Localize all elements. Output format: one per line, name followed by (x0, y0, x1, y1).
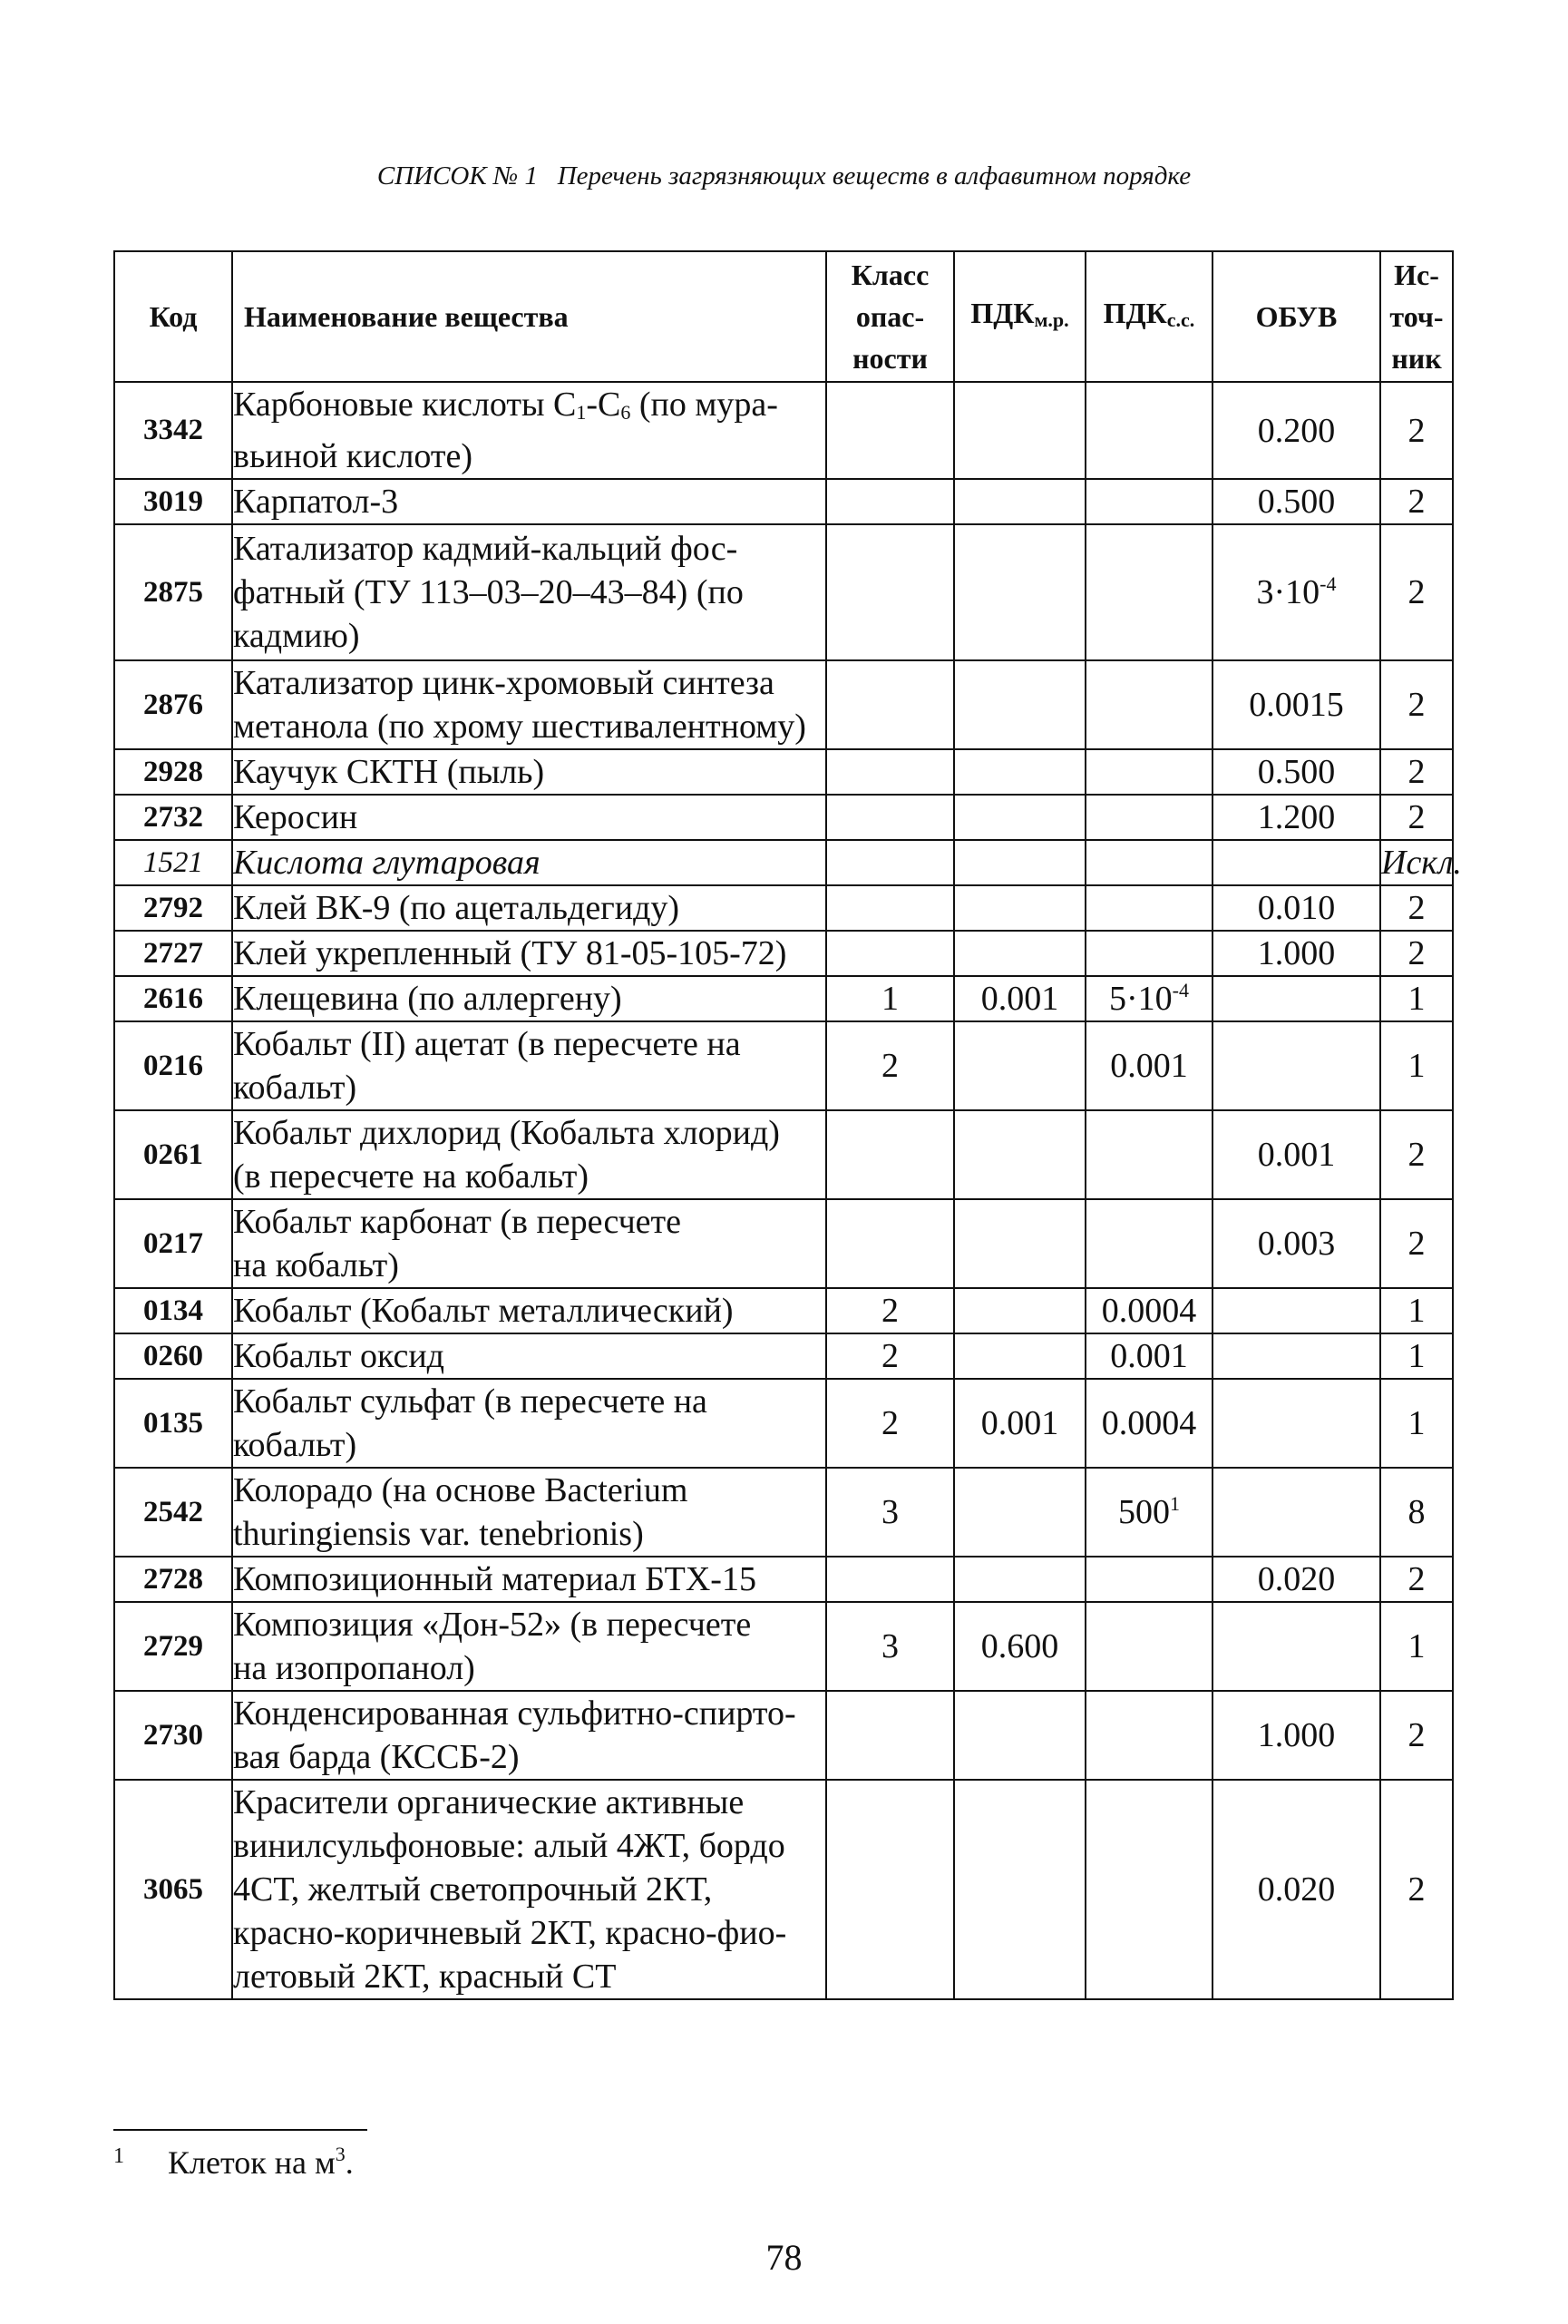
cell-obuv: 0.500 (1213, 749, 1380, 795)
cell-class (826, 1691, 954, 1780)
cell-pdk-ss: 0.001 (1086, 1021, 1213, 1110)
table-row (114, 1468, 1453, 1557)
cell-obuv: 1.200 (1213, 795, 1380, 840)
cell-class (826, 840, 954, 885)
cell-class: 2 (826, 1379, 954, 1468)
table-row (114, 1557, 1453, 1602)
cell-obuv: 0.020 (1213, 1780, 1380, 1999)
cell-pdk-mr: 0.600 (954, 1602, 1086, 1691)
col-pdk-ss: ПДКс.с. (1086, 251, 1213, 382)
cell-pdk-ss (1086, 524, 1213, 660)
cell-pdk-ss (1086, 1110, 1213, 1199)
cell-source: Искл. (1380, 840, 1453, 885)
cell-pdk-ss: 0.001 (1086, 1333, 1213, 1379)
table-row (114, 1691, 1453, 1780)
cell-source: 2 (1380, 1110, 1453, 1199)
cell-obuv: 0.0015 (1213, 660, 1380, 749)
cell-obuv (1213, 840, 1380, 885)
table-row (114, 479, 1453, 524)
cell-pdk-ss: $500^1$ (1086, 1468, 1213, 1557)
cell-pdk-ss (1086, 1602, 1213, 1691)
cell-pdk-mr (954, 1333, 1086, 1379)
cell-pdk-ss (1086, 1691, 1213, 1780)
cell-class: 3 (826, 1468, 954, 1557)
cell-obuv: 1.000 (1213, 1691, 1380, 1780)
cell-obuv: 0.200 (1213, 382, 1380, 479)
cell-pdk-mr: 0.001 (954, 1379, 1086, 1468)
cell-name: Катализатор цинк-хромовый синтеза метанола (по хрому шестивалентному) (232, 660, 826, 749)
cell-pdk-ss (1086, 1199, 1213, 1288)
cell-pdk-mr (954, 1288, 1086, 1333)
cell-code: 2730 (114, 1691, 232, 1780)
table-row (114, 1602, 1453, 1691)
list-label: СПИСОК № (376, 161, 519, 190)
cell-obuv: $3\cdot 10^{-4}$ (1213, 524, 1380, 660)
cell-obuv (1213, 1468, 1380, 1557)
cell-obuv: 1.000 (1213, 931, 1380, 976)
cell-source: 1 (1380, 1333, 1453, 1379)
cell-code: 3065 (114, 1780, 232, 1999)
cell-pdk-ss (1086, 1557, 1213, 1602)
cell-code: 2875 (114, 524, 232, 660)
cell-code: 2792 (114, 885, 232, 931)
footnote-text: Клеток на м (168, 2144, 336, 2181)
cell-class: 3 (826, 1602, 954, 1691)
cell-code: 2542 (114, 1468, 232, 1557)
cell-name: Катализатор кадмий-кальций фос- фатный (ТУ 113–03–20–43–84) (по кадмию) (232, 524, 826, 660)
cell-code: 2876 (114, 660, 232, 749)
cell-code: 0217 (114, 1199, 232, 1288)
cell-source: 1 (1380, 976, 1453, 1021)
cell-class (826, 795, 954, 840)
table-row (114, 931, 1453, 976)
cell-pdk-mr (954, 1021, 1086, 1110)
cell-pdk-ss (1086, 749, 1213, 795)
cell-pdk-mr (954, 382, 1086, 479)
cell-class (826, 660, 954, 749)
cell-obuv: 0.500 (1213, 479, 1380, 524)
cell-class (826, 1557, 954, 1602)
cell-name: Кобальт дихлорид (Кобальта хлорид) (в пересчете на кобальт) (232, 1110, 826, 1199)
table-row (114, 1021, 1453, 1110)
table-row (114, 1333, 1453, 1379)
cell-pdk-ss (1086, 1780, 1213, 1999)
cell-name: Клещевина (по аллергену) (232, 976, 826, 1021)
cell-class (826, 1110, 954, 1199)
footnote-divider (113, 2129, 367, 2131)
cell-name: Клей ВК-9 (по ацетальдегиду) (232, 885, 826, 931)
cell-name: Кислота глутаровая (232, 840, 826, 885)
cell-source: 2 (1380, 660, 1453, 749)
cell-name: Керосин (232, 795, 826, 840)
table-row (114, 885, 1453, 931)
cell-source: 2 (1380, 1691, 1453, 1780)
substances-table (113, 250, 1462, 2000)
col-name: Наименование вещества (232, 251, 826, 382)
cell-obuv: 0.001 (1213, 1110, 1380, 1199)
cell-source: 1 (1380, 1021, 1453, 1110)
cell-code: 0260 (114, 1333, 232, 1379)
col-obuv: ОБУВ (1213, 251, 1380, 382)
page-title (0, 161, 1568, 191)
cell-source: 2 (1380, 885, 1453, 931)
table-row (114, 1379, 1453, 1468)
cell-name: Колорадо (на основе Bacterium thuringiensis var. tenebrionis) (232, 1468, 826, 1557)
cell-source: 2 (1380, 1780, 1453, 1999)
cell-code: 2729 (114, 1602, 232, 1691)
cell-obuv (1213, 1333, 1380, 1379)
cell-name: Кобальт (II) ацетат (в пересчете на кобальт) (232, 1021, 826, 1110)
col-pdk-mr: ПДКм.р. (954, 251, 1086, 382)
cell-pdk-mr (954, 1468, 1086, 1557)
cell-class (826, 1780, 954, 1999)
table-row (114, 660, 1453, 749)
cell-name: Кобальт оксид (232, 1333, 826, 1379)
cell-name: Конденсированная сульфитно-спирто- вая барда (КССБ-2) (232, 1691, 826, 1780)
table-row (114, 795, 1453, 840)
cell-source: 2 (1380, 931, 1453, 976)
cell-code: 0134 (114, 1288, 232, 1333)
cell-name: Каучук СКТН (пыль) (232, 749, 826, 795)
cell-pdk-ss (1086, 931, 1213, 976)
table-row-excluded (114, 840, 1453, 885)
cell-pdk-mr (954, 1780, 1086, 1999)
cell-class (826, 1199, 954, 1288)
cell-pdk-mr (954, 1557, 1086, 1602)
cell-code: 2616 (114, 976, 232, 1021)
cell-pdk-ss: 0.0004 (1086, 1379, 1213, 1468)
cell-pdk-mr (954, 840, 1086, 885)
cell-source: 2 (1380, 795, 1453, 840)
cell-class (826, 885, 954, 931)
footnote: $^1$ Клеток на $м^3$. (113, 2143, 354, 2181)
cell-source: 2 (1380, 749, 1453, 795)
cell-pdk-ss (1086, 382, 1213, 479)
cell-class: 2 (826, 1333, 954, 1379)
cell-name: Композиционный материал БТХ-15 (232, 1557, 826, 1602)
cell-code: 3342 (114, 382, 232, 479)
col-source: Ис- точ- ник (1380, 251, 1453, 382)
cell-source: 2 (1380, 1199, 1453, 1288)
cell-source: 2 (1380, 524, 1453, 660)
cell-source: 2 (1380, 382, 1453, 479)
cell-pdk-mr (954, 479, 1086, 524)
cell-pdk-ss: $5\cdot 10^{-4}$ (1086, 976, 1213, 1021)
table-row (114, 1110, 1453, 1199)
cell-code: 2727 (114, 931, 232, 976)
cell-obuv: 0.020 (1213, 1557, 1380, 1602)
cell-code: 2928 (114, 749, 232, 795)
cell-source: 2 (1380, 479, 1453, 524)
cell-obuv (1213, 1021, 1380, 1110)
cell-class: 1 (826, 976, 954, 1021)
cell-source: 8 (1380, 1468, 1453, 1557)
cell-class (826, 931, 954, 976)
cell-code: 2728 (114, 1557, 232, 1602)
cell-pdk-mr (954, 1199, 1086, 1288)
cell-class (826, 749, 954, 795)
cell-pdk-ss (1086, 795, 1213, 840)
table-row (114, 382, 1453, 479)
cell-class (826, 382, 954, 479)
cell-class (826, 524, 954, 660)
col-class: Класс опас- ности (826, 251, 954, 382)
cell-pdk-mr (954, 749, 1086, 795)
cell-source: 1 (1380, 1288, 1453, 1333)
col-code: Код (114, 251, 232, 382)
cell-name: Кобальт (Кобальт металлический) (232, 1288, 826, 1333)
cell-code: 0216 (114, 1021, 232, 1110)
cell-name: Кобальт сульфат (в пересчете на кобальт) (232, 1379, 826, 1468)
cell-pdk-mr (954, 1691, 1086, 1780)
cell-code: 0135 (114, 1379, 232, 1468)
table-row (114, 1288, 1453, 1333)
cell-obuv (1213, 1379, 1380, 1468)
cell-obuv: 0.003 (1213, 1199, 1380, 1288)
cell-pdk-mr (954, 660, 1086, 749)
cell-pdk-ss (1086, 660, 1213, 749)
cell-name: Композиция «Дон-52» (в пересчете на изопропанол) (232, 1602, 826, 1691)
cell-pdk-mr (954, 795, 1086, 840)
cell-pdk-ss: 0.0004 (1086, 1288, 1213, 1333)
table-row (114, 524, 1453, 660)
cell-pdk-mr (954, 1110, 1086, 1199)
cell-code: 1521 (114, 840, 232, 885)
cell-class (826, 479, 954, 524)
footnote-mark: 1 (113, 2144, 124, 2168)
cell-code: 0261 (114, 1110, 232, 1199)
cell-obuv (1213, 1602, 1380, 1691)
table-row (114, 749, 1453, 795)
cell-pdk-ss (1086, 479, 1213, 524)
cell-class: 2 (826, 1021, 954, 1110)
cell-pdk-ss (1086, 840, 1213, 885)
header-row (114, 251, 1453, 382)
cell-name: Кобальт карбонат (в пересчете на кобальт) (232, 1199, 826, 1288)
table-row (114, 1780, 1453, 1999)
table-row (114, 1199, 1453, 1288)
cell-code: 2732 (114, 795, 232, 840)
list-title: Перечень загрязняющих веществ в алфавитном порядке (557, 161, 1192, 190)
cell-obuv (1213, 976, 1380, 1021)
cell-obuv (1213, 1288, 1380, 1333)
cell-name: Карбоновые кислоты C1-C6 (по мура- вьиной кислоте) (232, 382, 826, 479)
cell-source: 2 (1380, 1557, 1453, 1602)
footnote-sup: 3 (335, 2143, 346, 2165)
page-number: 78 (765, 2237, 803, 2278)
cell-class: 2 (826, 1288, 954, 1333)
cell-source: 1 (1380, 1602, 1453, 1691)
list-number: 1 (524, 161, 538, 190)
cell-name: Красители органические активные винилсульфоновые: алый 4ЖТ, бордо 4СТ, желтый светопрочный 2КТ, красно-коричневый 2КТ, красно-фио- летовый 2КТ, красный СТ (232, 1780, 826, 1999)
table-row (114, 976, 1453, 1021)
cell-name: Карпатол-3 (232, 479, 826, 524)
cell-pdk-mr (954, 524, 1086, 660)
cell-source: 1 (1380, 1379, 1453, 1468)
cell-code: 3019 (114, 479, 232, 524)
cell-pdk-mr: 0.001 (954, 976, 1086, 1021)
cell-pdk-mr (954, 885, 1086, 931)
cell-pdk-mr (954, 931, 1086, 976)
cell-pdk-ss (1086, 885, 1213, 931)
cell-obuv: 0.010 (1213, 885, 1380, 931)
cell-name: Клей укрепленный (ТУ 81-05-105-72) (232, 931, 826, 976)
